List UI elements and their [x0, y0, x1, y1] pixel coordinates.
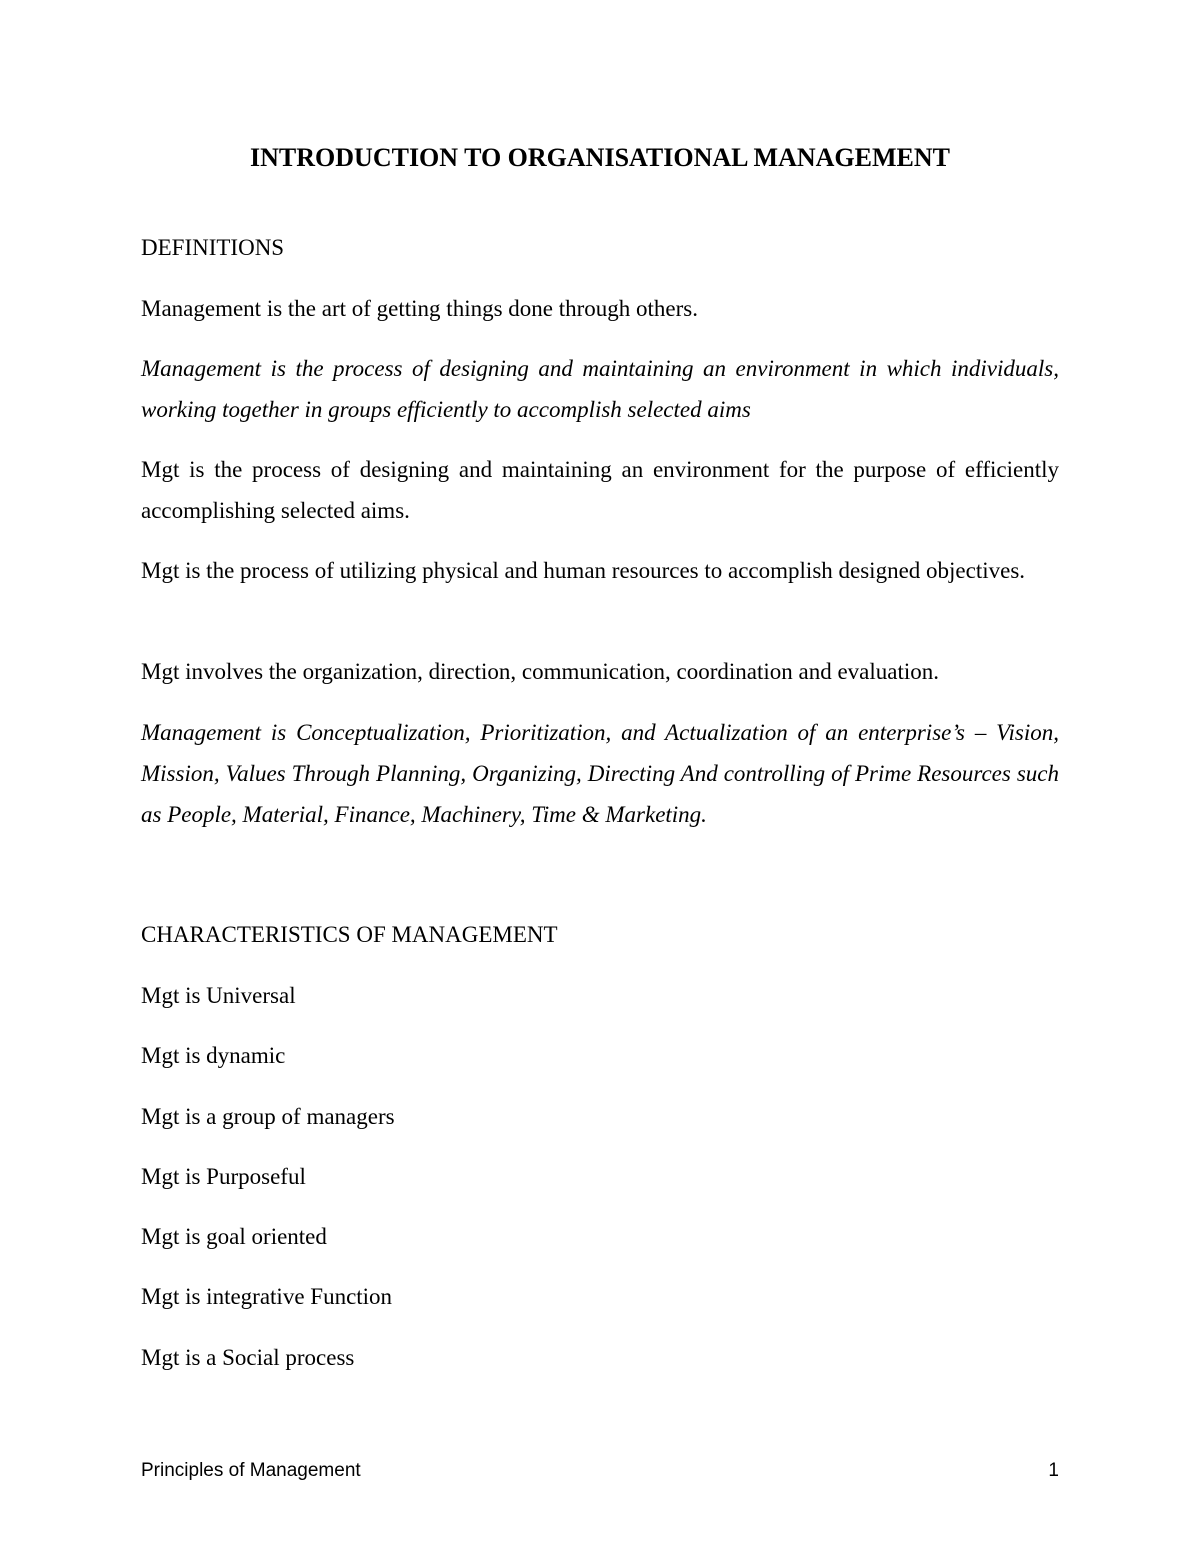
footer-label: Principles of Management [141, 1460, 361, 1481]
definition-paragraph: Management is the art of getting things done through others. [141, 296, 698, 321]
characteristic-item: Mgt is Purposeful [141, 1164, 306, 1189]
document-title: INTRODUCTION TO ORGANISATIONAL MANAGEMENT [250, 143, 950, 172]
definition-paragraph: Mgt involves the organization, direction, communication, coordination and evaluation. [141, 659, 939, 684]
characteristic-item: Mgt is a Social process [141, 1345, 355, 1370]
page-number: 1 [1048, 1460, 1059, 1481]
characteristic-item: Mgt is goal oriented [141, 1224, 327, 1249]
definitions-heading: DEFINITIONS [141, 235, 285, 260]
characteristic-item: Mgt is dynamic [141, 1043, 286, 1068]
characteristic-item: Mgt is integrative Function [141, 1284, 393, 1309]
definition-paragraph: Mgt is the process of utilizing physical and human resources to accomplish designed objectives. [141, 558, 1026, 583]
definition-paragraph: Mgt is the process of designing and maintaining an environment for the purpose of efficiently accomplishing selected aims. [141, 457, 1059, 523]
characteristic-item: Mgt is a group of managers [141, 1104, 395, 1129]
definition-paragraph: Management is the process of designing and maintaining an environment in which individuals, working together in groups efficiently to accomplish selected aims [141, 356, 1059, 422]
characteristics-heading: CHARACTERISTICS OF MANAGEMENT [141, 922, 558, 947]
definition-paragraph: Management is Conceptualization, Prioritization, and Actualization of an enterprise’s – Vision, Mission, Values Through Planning, Organizing, Directing And controlling of Prime Resources such as People, Material, Finance, Machinery, Time & Marketing. [141, 720, 1059, 827]
characteristic-item: Mgt is Universal [141, 983, 296, 1008]
